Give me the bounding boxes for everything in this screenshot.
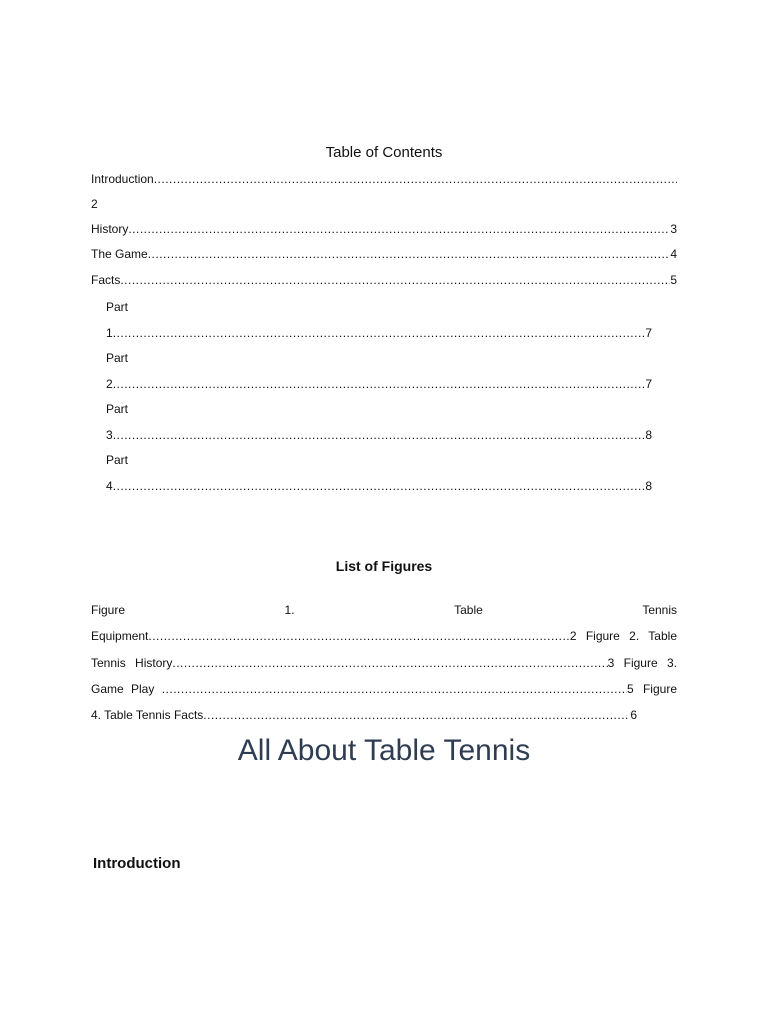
dot-leader <box>172 655 607 671</box>
toc-entry-part-label: Part <box>106 402 129 416</box>
toc-entry-facts[interactable] <box>91 272 677 288</box>
lof-line-3[interactable] <box>91 655 677 671</box>
toc-entry-part-2[interactable] <box>106 376 652 392</box>
lof-word: 1. <box>284 603 295 617</box>
lof-entry-tail: 3 Figure 3. <box>607 656 677 670</box>
toc-entry-label: History <box>91 222 129 236</box>
lof-word: Figure <box>91 603 126 617</box>
toc-entry-part-label: Part <box>106 300 129 314</box>
dot-leader <box>120 272 670 288</box>
dot-leader <box>128 221 670 237</box>
lof-line-5[interactable] <box>91 707 637 723</box>
toc-entry-part-label: Part <box>106 351 129 365</box>
lof-line-4[interactable] <box>91 681 677 697</box>
toc-entry-part-3[interactable] <box>106 427 652 443</box>
toc-entry-label: 1 <box>106 326 113 340</box>
toc-entry-label: 4 <box>106 479 113 493</box>
lof-line-2[interactable] <box>91 628 677 644</box>
dot-leader <box>154 171 677 187</box>
lof-entry-label: Tennis History <box>91 656 173 670</box>
toc-entry-history[interactable] <box>91 221 677 237</box>
lof-entry-label: Equipment <box>91 629 149 643</box>
toc-entry-page: 8 <box>645 479 652 493</box>
dot-leader <box>162 681 627 697</box>
toc-entry-page-number: 2 <box>91 197 98 211</box>
lof-line-1[interactable] <box>91 602 677 618</box>
dot-leader <box>113 478 646 494</box>
toc-heading: Table of Contents <box>325 144 443 161</box>
toc-entry-page: 7 <box>645 326 652 340</box>
lof-entry-label: 4. Table Tennis Facts <box>91 708 204 722</box>
toc-entry-page: 4 <box>670 247 677 261</box>
dot-leader <box>113 427 646 443</box>
toc-entry-page: 7 <box>645 377 652 391</box>
dot-leader <box>203 707 630 723</box>
dot-leader <box>148 246 671 262</box>
lof-heading: List of Figures <box>335 558 433 574</box>
lof-word: Table <box>454 603 483 617</box>
toc-entry-label: 2 <box>106 377 113 391</box>
section-heading-introduction: Introduction <box>93 855 181 872</box>
lof-entry-tail: 6 <box>630 708 637 722</box>
dot-leader <box>113 376 646 392</box>
dot-leader <box>113 325 646 341</box>
toc-entry-introduction[interactable] <box>91 171 677 187</box>
toc-entry-page: 5 <box>670 273 677 287</box>
dot-leader <box>148 628 569 644</box>
toc-entry-page: 3 <box>670 222 677 236</box>
toc-entry-part-label: Part <box>106 453 129 467</box>
toc-entry-label: The Game <box>91 247 148 261</box>
toc-entry-the-game[interactable] <box>91 246 677 262</box>
document-title: All About Table Tennis <box>237 734 531 767</box>
toc-entry-part-4[interactable] <box>106 478 652 494</box>
lof-entry-tail: 2 Figure 2. Table <box>569 629 677 643</box>
lof-entry-tail: 5 Figure <box>626 682 677 696</box>
toc-entry-label: Facts <box>91 273 121 287</box>
toc-entry-label: 3 <box>106 428 113 442</box>
lof-word: Tennis <box>642 603 677 617</box>
toc-entry-label: Introduction <box>91 172 154 186</box>
lof-entry-label: Game Play <box>91 682 162 696</box>
toc-entry-page: 8 <box>645 428 652 442</box>
toc-entry-part-1[interactable] <box>106 325 652 341</box>
